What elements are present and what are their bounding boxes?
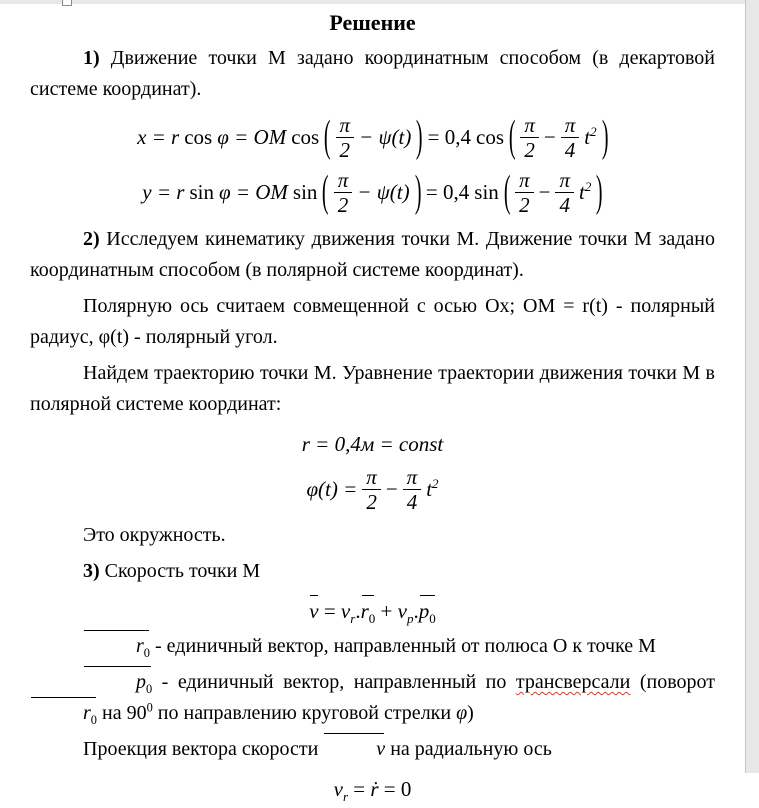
dot-operator: . [413, 598, 419, 623]
formula-x [30, 113, 715, 162]
item-number-3: 3) [83, 559, 100, 582]
fraction-pi-2: $\frac{\pi}{2}$ [515, 168, 534, 217]
formula-velocity: $v = v_r.r_0 + v_p.p_0$ [30, 596, 715, 626]
left-paren: ( [503, 168, 511, 218]
paragraph-r0-definition [30, 631, 715, 662]
fraction-pi-4: $\frac{\pi}{4}$ [403, 465, 422, 514]
equals-sign: = [348, 776, 371, 801]
paragraph-1-text: Движение точки М задано координатным способом (в декартовой системе координат). [30, 47, 715, 100]
paragraph-2 [30, 224, 715, 286]
item-number-2: 2) [83, 227, 100, 250]
paragraph-4 [30, 358, 715, 420]
formula-r-const: r = 0,4м = const [301, 431, 444, 456]
r0-bar: $r_0$ [83, 631, 150, 662]
right-paren: ) [596, 168, 603, 218]
paragraph-3-text: Полярную ось считаем совмещенной с осью Ох; ОМ = r(t) - полярный радиус, φ(t) - полярный угол. [30, 294, 715, 348]
page-edge-strip [745, 0, 759, 773]
p0-bar: $p_0$ [83, 667, 152, 698]
closing-paren: ) [467, 701, 474, 724]
formula-group-xy [30, 113, 715, 218]
left-paren: ( [508, 112, 516, 163]
fraction-pi-2: $\frac{\pi}{2}$ [362, 465, 381, 514]
formula-radial-projection: $v_r$ = ṙ = 0 [333, 776, 412, 805]
formula-x-eq2: = 0,4 [427, 125, 472, 150]
formula-phi [30, 465, 715, 514]
paragraph-1 [30, 43, 715, 105]
plus-sign: + [375, 598, 398, 623]
left-paren: ( [322, 168, 329, 218]
paragraph-5 [30, 556, 715, 587]
paragraph-projection-text-1: Проекция вектора скорости [83, 737, 324, 760]
fraction-pi-2: $\frac{\pi}{2}$ [520, 113, 539, 162]
paragraph-5-text: Скорость точки М [99, 559, 261, 582]
dot-operator: . [355, 598, 361, 623]
t-squared: $t^2$ [426, 475, 439, 501]
formula-x-mid1: φ = OM [217, 125, 287, 150]
v-r-symbol: v [340, 598, 351, 623]
paragraph-circle-text: Это окружность. [83, 523, 226, 546]
fraction-pi-2: $\frac{\pi}{2}$ [334, 168, 353, 217]
r0-bar: $r_0$ [30, 698, 97, 729]
v-r-symbol: v [333, 776, 343, 801]
paragraph-p0-text-4: по направлению круговой стрелки [152, 701, 457, 724]
formula-x-psi: − ψ(t) [359, 125, 412, 150]
paragraph-3 [30, 291, 715, 353]
formula-y-sin2: sin [292, 180, 318, 205]
minus-sign: − [543, 125, 556, 150]
formula-y-psi: − ψ(t) [357, 180, 410, 205]
t-squared: $t^2$ [579, 179, 592, 205]
fraction-pi-4: $\frac{\pi}{4}$ [561, 113, 580, 162]
paragraph-2-text: Исследуем кинематику движения точки М. Движение точки М задано координатным способом (в полярной системе координат). [30, 227, 715, 281]
paragraph-projection-text-2: на радиальную ось [385, 737, 552, 760]
fraction-pi-4: $\frac{\pi}{4}$ [555, 168, 574, 217]
formula-x-lhs: x = r [137, 125, 180, 150]
formula-x-cos1: cos [184, 125, 213, 150]
degree-superscript: 0 [146, 700, 153, 715]
right-paren: ) [414, 168, 422, 218]
formula-y-mid1: φ = OM [218, 180, 288, 205]
phi-symbol: φ [456, 701, 468, 724]
formula-x-cos3: cos [476, 125, 505, 150]
minus-sign: − [538, 180, 551, 205]
paragraph-p0-text-2: (поворот [630, 670, 715, 693]
minus-sign: − [385, 476, 398, 501]
v-bar: v [309, 596, 318, 626]
right-paren: ) [601, 112, 609, 163]
r0-bar: $r_0$ [361, 596, 376, 626]
v-p-symbol: v [397, 598, 407, 623]
equals-sign: = [318, 598, 341, 623]
paragraph-circle [30, 520, 715, 551]
formula-phi-lhs: φ(t) = [306, 476, 358, 501]
formula-x-cos2: cos [291, 125, 320, 150]
v-bar: v [323, 734, 385, 765]
left-paren: ( [324, 112, 331, 163]
paragraph-r0-text: - единичный вектор, направленный от полюса О к точке М [150, 634, 656, 657]
paragraph-4-text: Найдем траекторию точки М. Уравнение траектории движения точки М в полярной системе координат: [30, 361, 715, 415]
fraction-pi-2: $\frac{\pi}{2}$ [336, 113, 355, 162]
r-dot-symbol: ṙ [370, 776, 379, 801]
formula-y-lhs: y = r [142, 180, 185, 205]
equals-zero: = 0 [378, 776, 412, 801]
right-paren: ) [416, 112, 423, 163]
formula-y-eq2: = 0,4 [425, 180, 470, 205]
t-squared: $t^2$ [584, 124, 597, 150]
paragraph-p0-text-1: - единичный вектор, направленный по [152, 670, 516, 693]
misspelled-word-transversal: трансверсали [515, 670, 631, 693]
formula-y-sin1: sin [189, 180, 214, 205]
item-number-1: 1) [83, 47, 100, 69]
p0-bar: $p_0$ [419, 596, 436, 626]
formula-y-sin3: sin [474, 180, 499, 205]
formula-y [30, 168, 715, 217]
paragraph-p0-text-3: на 90 [97, 701, 147, 724]
paragraph-projection [30, 734, 715, 765]
paragraph-p0-definition [30, 667, 715, 729]
page-title: Решение [329, 10, 416, 35]
